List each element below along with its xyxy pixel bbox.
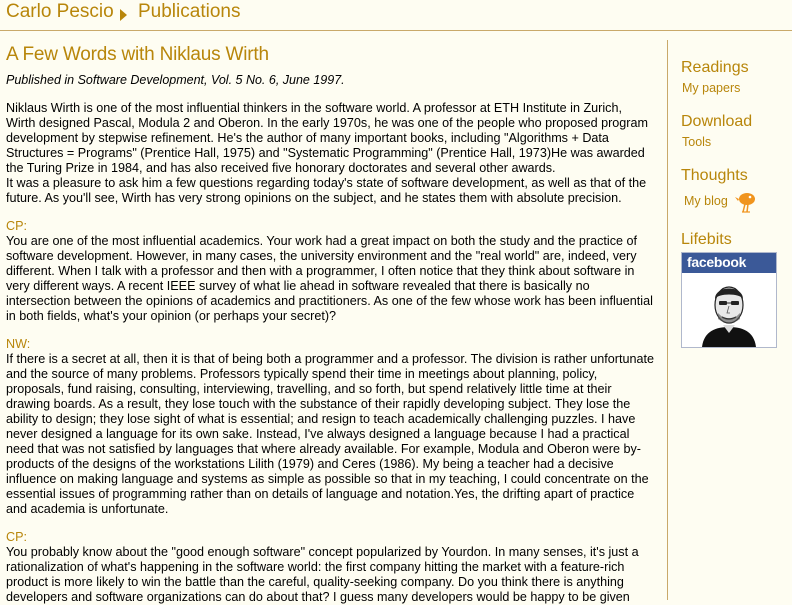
bird-icon[interactable] (734, 190, 758, 214)
sidebar-heading-lifebits: Lifebits (681, 231, 732, 248)
triangle-right-icon (120, 9, 127, 21)
sidebar-heading-download: Download (681, 113, 753, 130)
intro-paragraph-2: It was a pleasure to ask him a few questions regarding today's state of software development, as well as that of the future. As you'll see, Wirth has very strong opinions on the subject, and he states them with absolute precision. (6, 176, 647, 205)
publication-info: Published in Software Development, Vol. 5 No. 6, June 1997. (6, 73, 345, 87)
tools-link[interactable]: Tools (682, 135, 712, 149)
speaker-label: NW: (6, 337, 31, 351)
sidebar (667, 40, 792, 600)
article-title: A Few Words with Niklaus Wirth (6, 44, 269, 65)
answer-paragraph: If there is a secret at all, then it is that of being both a programmer and a professor. The division is rather unfortunate and the source of many problems. Professors typically spend their time in meetings about planning, policy, proposals, fund raising, consulting, interviewing, travelling, and so forth, but spend relatively little time at their drawing boards. As a result, they lose touch with the substance of their rapidly developing subject. They lose the ability to design; they lose sight of what is essential; and resign to teach academically challenging puzzles. I have never designed a language for its own sake. Instead, I've always designed a language because I had a practical need that was not satisfied by languages that where already available. For example, Modula and Oberon were by-products of the designs of the workstations Lilith (1979) and Ceres (1986). My being a teacher had a decisive influence on making language and systems as simple as possible so that in my teaching, I could concentrate on the essential issues of programming rather than on details of language and notation.Yes, the drifting apart of practice and academia is unfortunate. (6, 352, 654, 516)
facebook-logo: facebook (687, 254, 747, 270)
speaker-label: CP: (6, 530, 27, 544)
sidebar-heading-thoughts: Thoughts (681, 167, 748, 184)
my-papers-link[interactable]: My papers (682, 81, 741, 95)
article (6, 40, 654, 605)
breadcrumb-home-link[interactable]: Carlo Pescio (6, 1, 114, 22)
speaker-label: CP: (6, 219, 27, 233)
top-bar (0, 0, 792, 31)
profile-photo (682, 273, 776, 347)
sidebar-heading-readings: Readings (681, 59, 749, 76)
facebook-badge[interactable] (681, 252, 777, 348)
my-blog-link[interactable]: My blog (684, 194, 728, 208)
facebook-bar (682, 253, 776, 273)
question-paragraph: You are one of the most influential academics. Your work had a great impact on both the study and the practice of software development. However, in many cases, the university environment and the "real world" are, indeed, very different. When I talk with a professor and then with a programmer, I often notice that they think about software in very different ways. A recent IEEE survey of what lie ahead in software revealed that there is basically no intersection between the opinions of academics and practitioners. As one of the few whose work has been influential in both fields, what's your opinion (or perhaps your secret)? (6, 234, 653, 323)
question-paragraph: You probably know about the "good enough software" concept popularized by Yourdon. In many senses, it's just a rationalization of what's happening in the software world: the first company hitting the market with a feature-rich product is more likely to win the battle than the careful, quality-seeking company. Do you think there is anything developers and software organizations can do about that? I guess many developers would be happy to be given (6, 545, 639, 604)
intro-paragraph: Niklaus Wirth is one of the most influential thinkers in the software world. A professor at ETH Institute in Zurich, Wirth designed Pascal, Modula 2 and Oberon. In the early 1970s, he was one of the people who proposed program development by stepwise refinement. He's the author of many important books, including "Algorithms + Data Structures = Programs" (Prentice Hall, 1975) and "Systematic Programming" (Prentice Hall, 1973)He was awarded the Turing Prize in 1984, and has also received five honorary doctorates and several other awards. (6, 101, 648, 175)
breadcrumb-publications-link[interactable]: Publications (138, 1, 241, 22)
